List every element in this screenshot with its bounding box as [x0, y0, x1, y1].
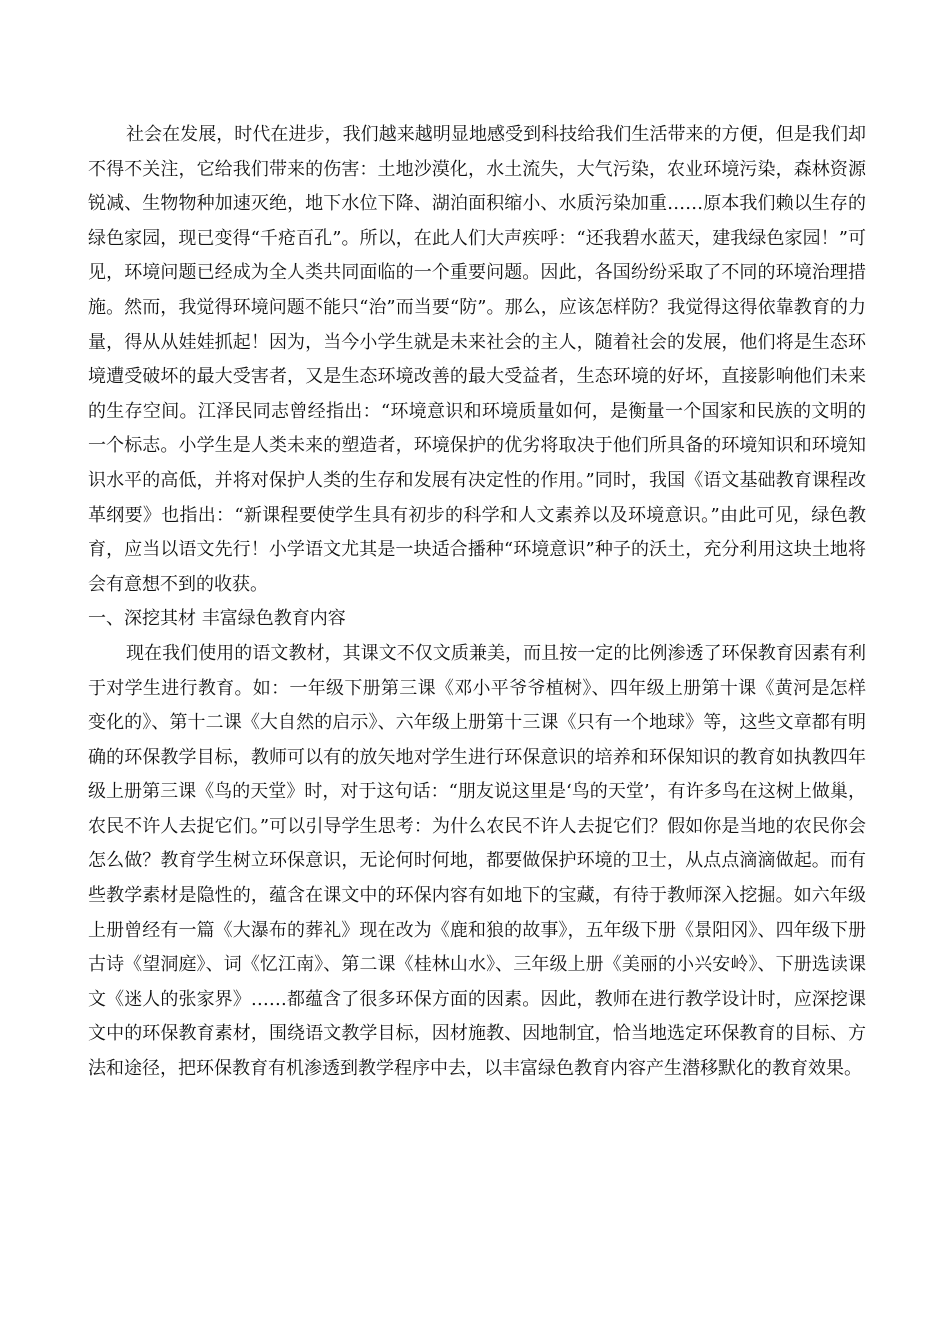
section-paragraph: 现在我们使用的语文教材，其课文不仅文质兼美，而且按一定的比例渗透了环保教育因素有利于对学生进行教育。如：一年级下册第三课《邓小平爷爷植树》、四年级上册第十课《黄河是怎样变化的》、第十二课《大自然的启示》、六年级上册第十三课《只有一个地球》等，这些文章都有明确的环保教学目标，教师可以有的放矢地对学生进行环保意识的培养和环保知识的教育如执教四年级上册第三课《鸟的天堂》时，对于这句话：“朋友说这里是‘鸟的天堂’，有许多鸟在这树上做巢，农民不许人去捉它们。”可以引导学生思考：为什么农民不许人去捉它们？假如你是当地的农民你会怎么做？教育学生树立环保意识，无论何时何地，都要做保护环境的卫士，从点点滴滴做起。而有些教学素材是隐性的，蕴含在课文中的环保内容有如地下的宝藏，有待于教师深入挖掘。如六年级上册曾经有一篇《大瀑布的葬礼》现在改为《鹿和狼的故事》，五年级下册《景阳冈》、四年级下册古诗《望洞庭》、词《忆江南》、第二课《桂林山水》、三年级上册《美丽的小兴安岭》、下册选读课文《迷人的张家界》……都蕴含了很多环保方面的因素。因此，教师在进行教学设计时，应深挖课文中的环保教育素材，围绕语文教学目标，因材施教、因地制宜，恰当地选定环保教育的目标、方法和途径，把环保教育有机渗透到教学程序中去，以丰富绿色教育内容产生潜移默化的教育效果。	[88, 642, 866, 1080]
intro-paragraph: 社会在发展，时代在进步，我们越来越明显地感受到科技给我们生活带来的方便，但是我们却不得不关注，它给我们带来的伤害：土地沙漠化，水土流失，大气污染，农业环境污染，森林资源锐减、生物物种加速灭绝，地下水位下降、湖泊面积缩小、水质污染加重……原本我们赖以生存的绿色家园，现已变得“千疮百孔”。所以，在此人们大声疾呼：“还我碧水蓝天，建我绿色家园！”可见，环境问题已经成为全人类共同面临的一个重要问题。因此，各国纷纷采取了不同的环境治理措施。然而，我觉得环境问题不能只“治”而当要“防”。那么，应该怎样防？我觉得这得依靠教育的力量，得从从娃娃抓起！因为，当今小学生就是未来社会的主人，随着社会的发展，他们将是生态环境遭受破坏的最大受害者，又是生态环境改善的最大受益者，生态环境的好坏，直接影响他们未来的生存空间。江泽民同志曾经指出：“环境意识和环境质量如何，是衡量一个国家和民族的文明的一个标志。小学生是人类未来的塑造者，环境保护的优劣将取决于他们所具备的环境知识和环境知识水平的高低，并将对保护人类的生存和发展有决定性的作用。”同时，我国《语文基础教育课程改革纲要》也指出：“新课程要使学生具有初步的科学和人文素养以及环境意识。”由此可见，绿色教育，应当以语文先行！小学语文尤其是一块适合播种“环境意识”种子的沃土，充分利用这块土地将会有意想不到的收获。	[88, 124, 866, 595]
section-heading: 一、深挖其材 丰富绿色教育内容	[88, 608, 346, 630]
document-body	[88, 118, 866, 1087]
